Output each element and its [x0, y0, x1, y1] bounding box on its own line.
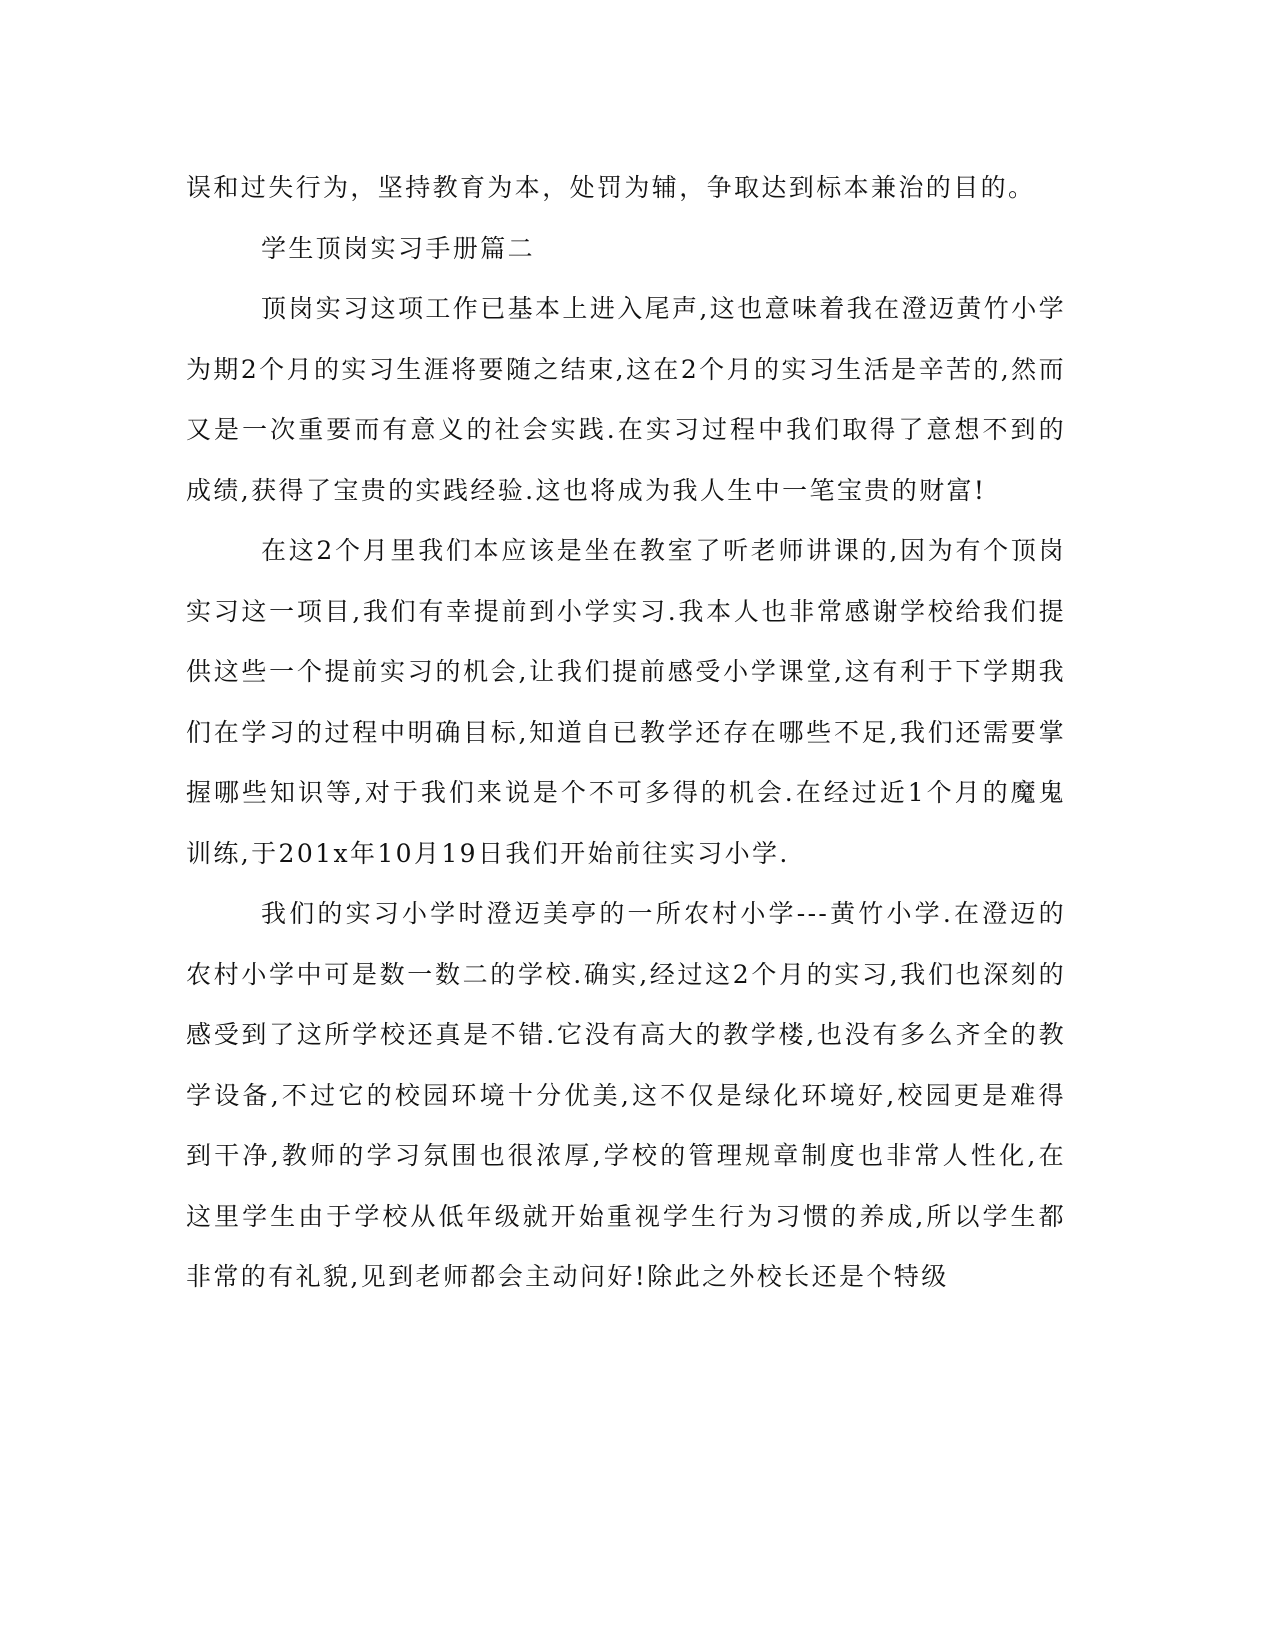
document-page [186, 158, 1066, 1308]
paragraph: 顶岗实习这项工作已基本上进入尾声,这也意味着我在澄迈黄竹小学为期2个月的实习生涯将要随之结束,这在2个月的实习生活是辛苦的,然而又是一次重要而有意义的社会实践.在实习过程中我们取得了意想不到的成绩,获得了宝贵的实践经验.这也将成为我人生中一笔宝贵的财富! [186, 294, 1066, 505]
paragraph: 在这2个月里我们本应该是坐在教室了听老师讲课的,因为有个顶岗实习这一项目,我们有幸提前到小学实习.我本人也非常感谢学校给我们提供这些一个提前实习的机会,让我们提前感受小学课堂,这有利于下学期我们在学习的过程中明确目标,知道自已教学还存在哪些不足,我们还需要掌握哪些知识等,对于我们来说是个不可多得的机会.在经过近1个月的魔鬼训练,于201x年10月19日我们开始前往实习小学. [186, 536, 1066, 868]
section-heading: 学生顶岗实习手册篇二 [261, 233, 536, 263]
paragraph: 我们的实习小学时澄迈美亭的一所农村小学---黄竹小学.在澄迈的农村小学中可是数一数二的学校.确实,经过这2个月的实习,我们也深刻的感受到了这所学校还真是不错.它没有高大的教学楼,也没有多么齐全的教学设备,不过它的校园环境十分优美,这不仅是绿化环境好,校园更是难得到干净,教师的学习氛围也很浓厚,学校的管理规章制度也非常人性化,在这里学生由于学校从低年级就开始重视学生行为习惯的养成,所以学生都非常的有礼貌,见到老师都会主动问好!除此之外校长还是个特级 [186, 899, 1066, 1291]
paragraph-continued: 误和过失行为，坚持教育为本，处罚为辅，争取达到标本兼治的目的。 [186, 173, 1036, 202]
